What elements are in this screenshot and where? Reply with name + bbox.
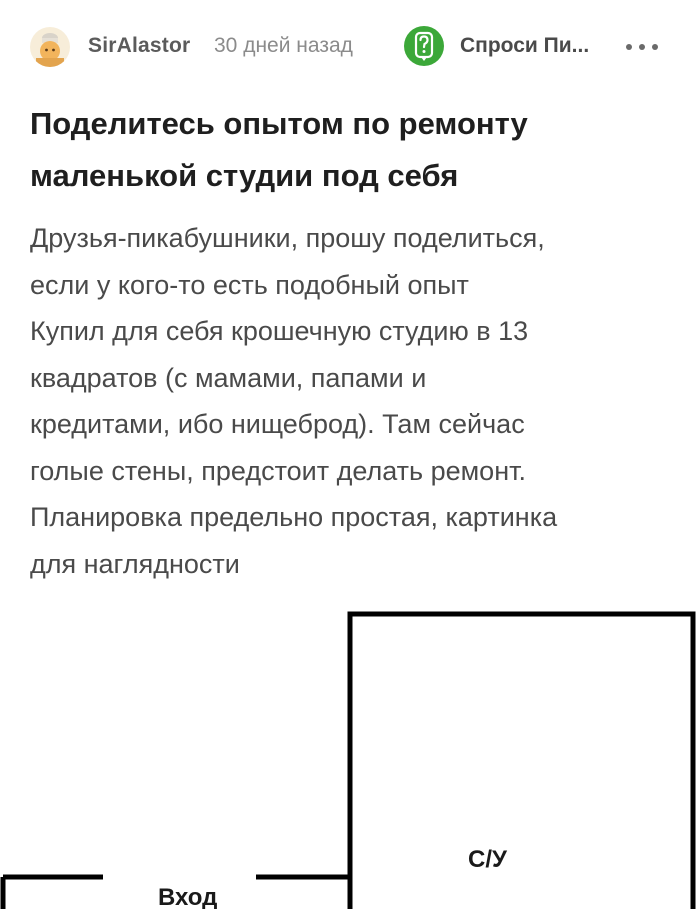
post-body-line: кредитами, ибо нищеброд). Там сейчас xyxy=(30,409,525,439)
post-body-line: квадратов (с мамами, папами и xyxy=(30,362,427,393)
post-title[interactable]: Поделитесь опытом по ремонту маленькой студии под себя xyxy=(30,106,528,193)
post-body-line: Друзья-пикабушники, прошу поделиться, xyxy=(30,223,545,253)
community-name[interactable]: Спроси Пи... xyxy=(460,34,590,57)
avatar-icon xyxy=(30,27,70,67)
entrance-label: Вход xyxy=(158,884,218,909)
post-timestamp: 30 дней назад xyxy=(214,34,353,57)
bathroom-label: С/У xyxy=(468,846,507,873)
post-body-line: Планировка предельно простая, картинка xyxy=(30,502,558,532)
question-mark-icon xyxy=(404,26,444,66)
more-dots-icon[interactable] xyxy=(624,42,660,52)
post-body-line: Купил для себя крошечную студию в 13 xyxy=(30,316,529,346)
post-body-line: если у кого-то есть подобный опыт xyxy=(30,269,469,300)
bathroom-wall xyxy=(350,614,693,909)
post-body-line: для наглядности xyxy=(30,548,240,579)
author-username[interactable]: SirAlastor xyxy=(88,34,191,57)
post-body xyxy=(30,215,680,587)
avatar[interactable] xyxy=(30,27,70,67)
post-header xyxy=(0,22,700,70)
floorplan-image[interactable] xyxy=(0,600,700,909)
post-body-line: голые стены, предстоит делать ремонт. xyxy=(30,455,526,486)
community-avatar[interactable] xyxy=(404,26,444,66)
